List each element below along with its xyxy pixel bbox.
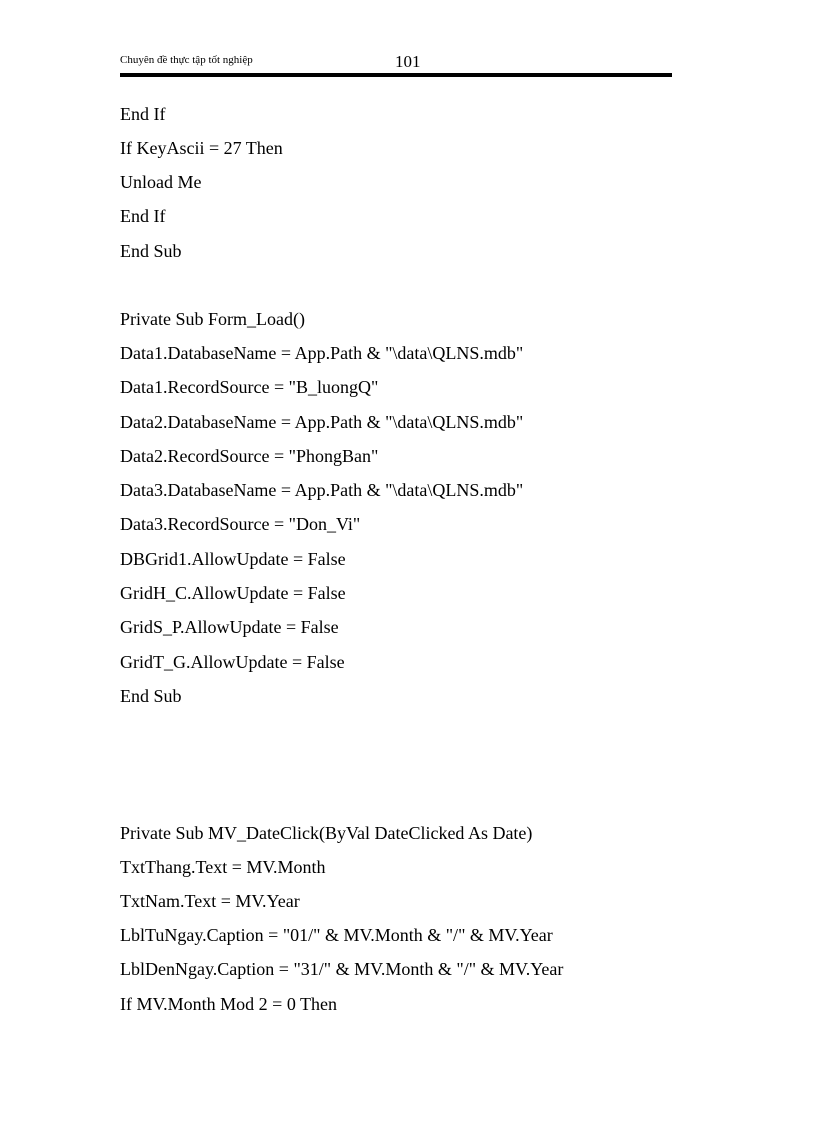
code-line: GridS_P.AllowUpdate = False: [120, 617, 339, 637]
code-line: If MV.Month Mod 2 = 0 Then: [120, 994, 337, 1014]
code-line: Data3.RecordSource = "Don_Vi": [120, 514, 361, 534]
code-line: Data1.RecordSource = "B_luongQ": [120, 377, 379, 397]
code-line: Private Sub Form_Load(): [120, 309, 305, 329]
code-line: GridT_G.AllowUpdate = False: [120, 652, 345, 672]
code-line: Data2.RecordSource = "PhongBan": [120, 446, 379, 466]
code-line: Data3.DatabaseName = App.Path & "\data\QLNS.mdb": [120, 480, 524, 500]
code-line: If KeyAscii = 27 Then: [120, 138, 283, 158]
header-rule: [120, 73, 672, 77]
code-line: LblTuNgay.Caption = "01/" & MV.Month & "/" & MV.Year: [120, 925, 553, 945]
page-number: 101: [395, 52, 421, 71]
code-line: Unload Me: [120, 172, 202, 192]
code-line: End Sub: [120, 686, 182, 706]
code-line: DBGrid1.AllowUpdate = False: [120, 549, 346, 569]
page-header: [120, 50, 672, 80]
header-title: Chuyên đề thực tập tốt nghiệp: [120, 54, 253, 66]
code-line: End If: [120, 104, 166, 124]
code-line: End Sub: [120, 241, 182, 261]
code-line: TxtNam.Text = MV.Year: [120, 891, 300, 911]
code-line: Data2.DatabaseName = App.Path & "\data\QLNS.mdb": [120, 412, 524, 432]
code-line: End If: [120, 206, 166, 226]
code-line: TxtThang.Text = MV.Month: [120, 857, 326, 877]
code-line: GridH_C.AllowUpdate = False: [120, 583, 346, 603]
code-line: Private Sub MV_DateClick(ByVal DateClicked As Date): [120, 823, 533, 843]
code-line: LblDenNgay.Caption = "31/" & MV.Month & "/" & MV.Year: [120, 959, 564, 979]
code-line: Data1.DatabaseName = App.Path & "\data\QLNS.mdb": [120, 343, 524, 363]
